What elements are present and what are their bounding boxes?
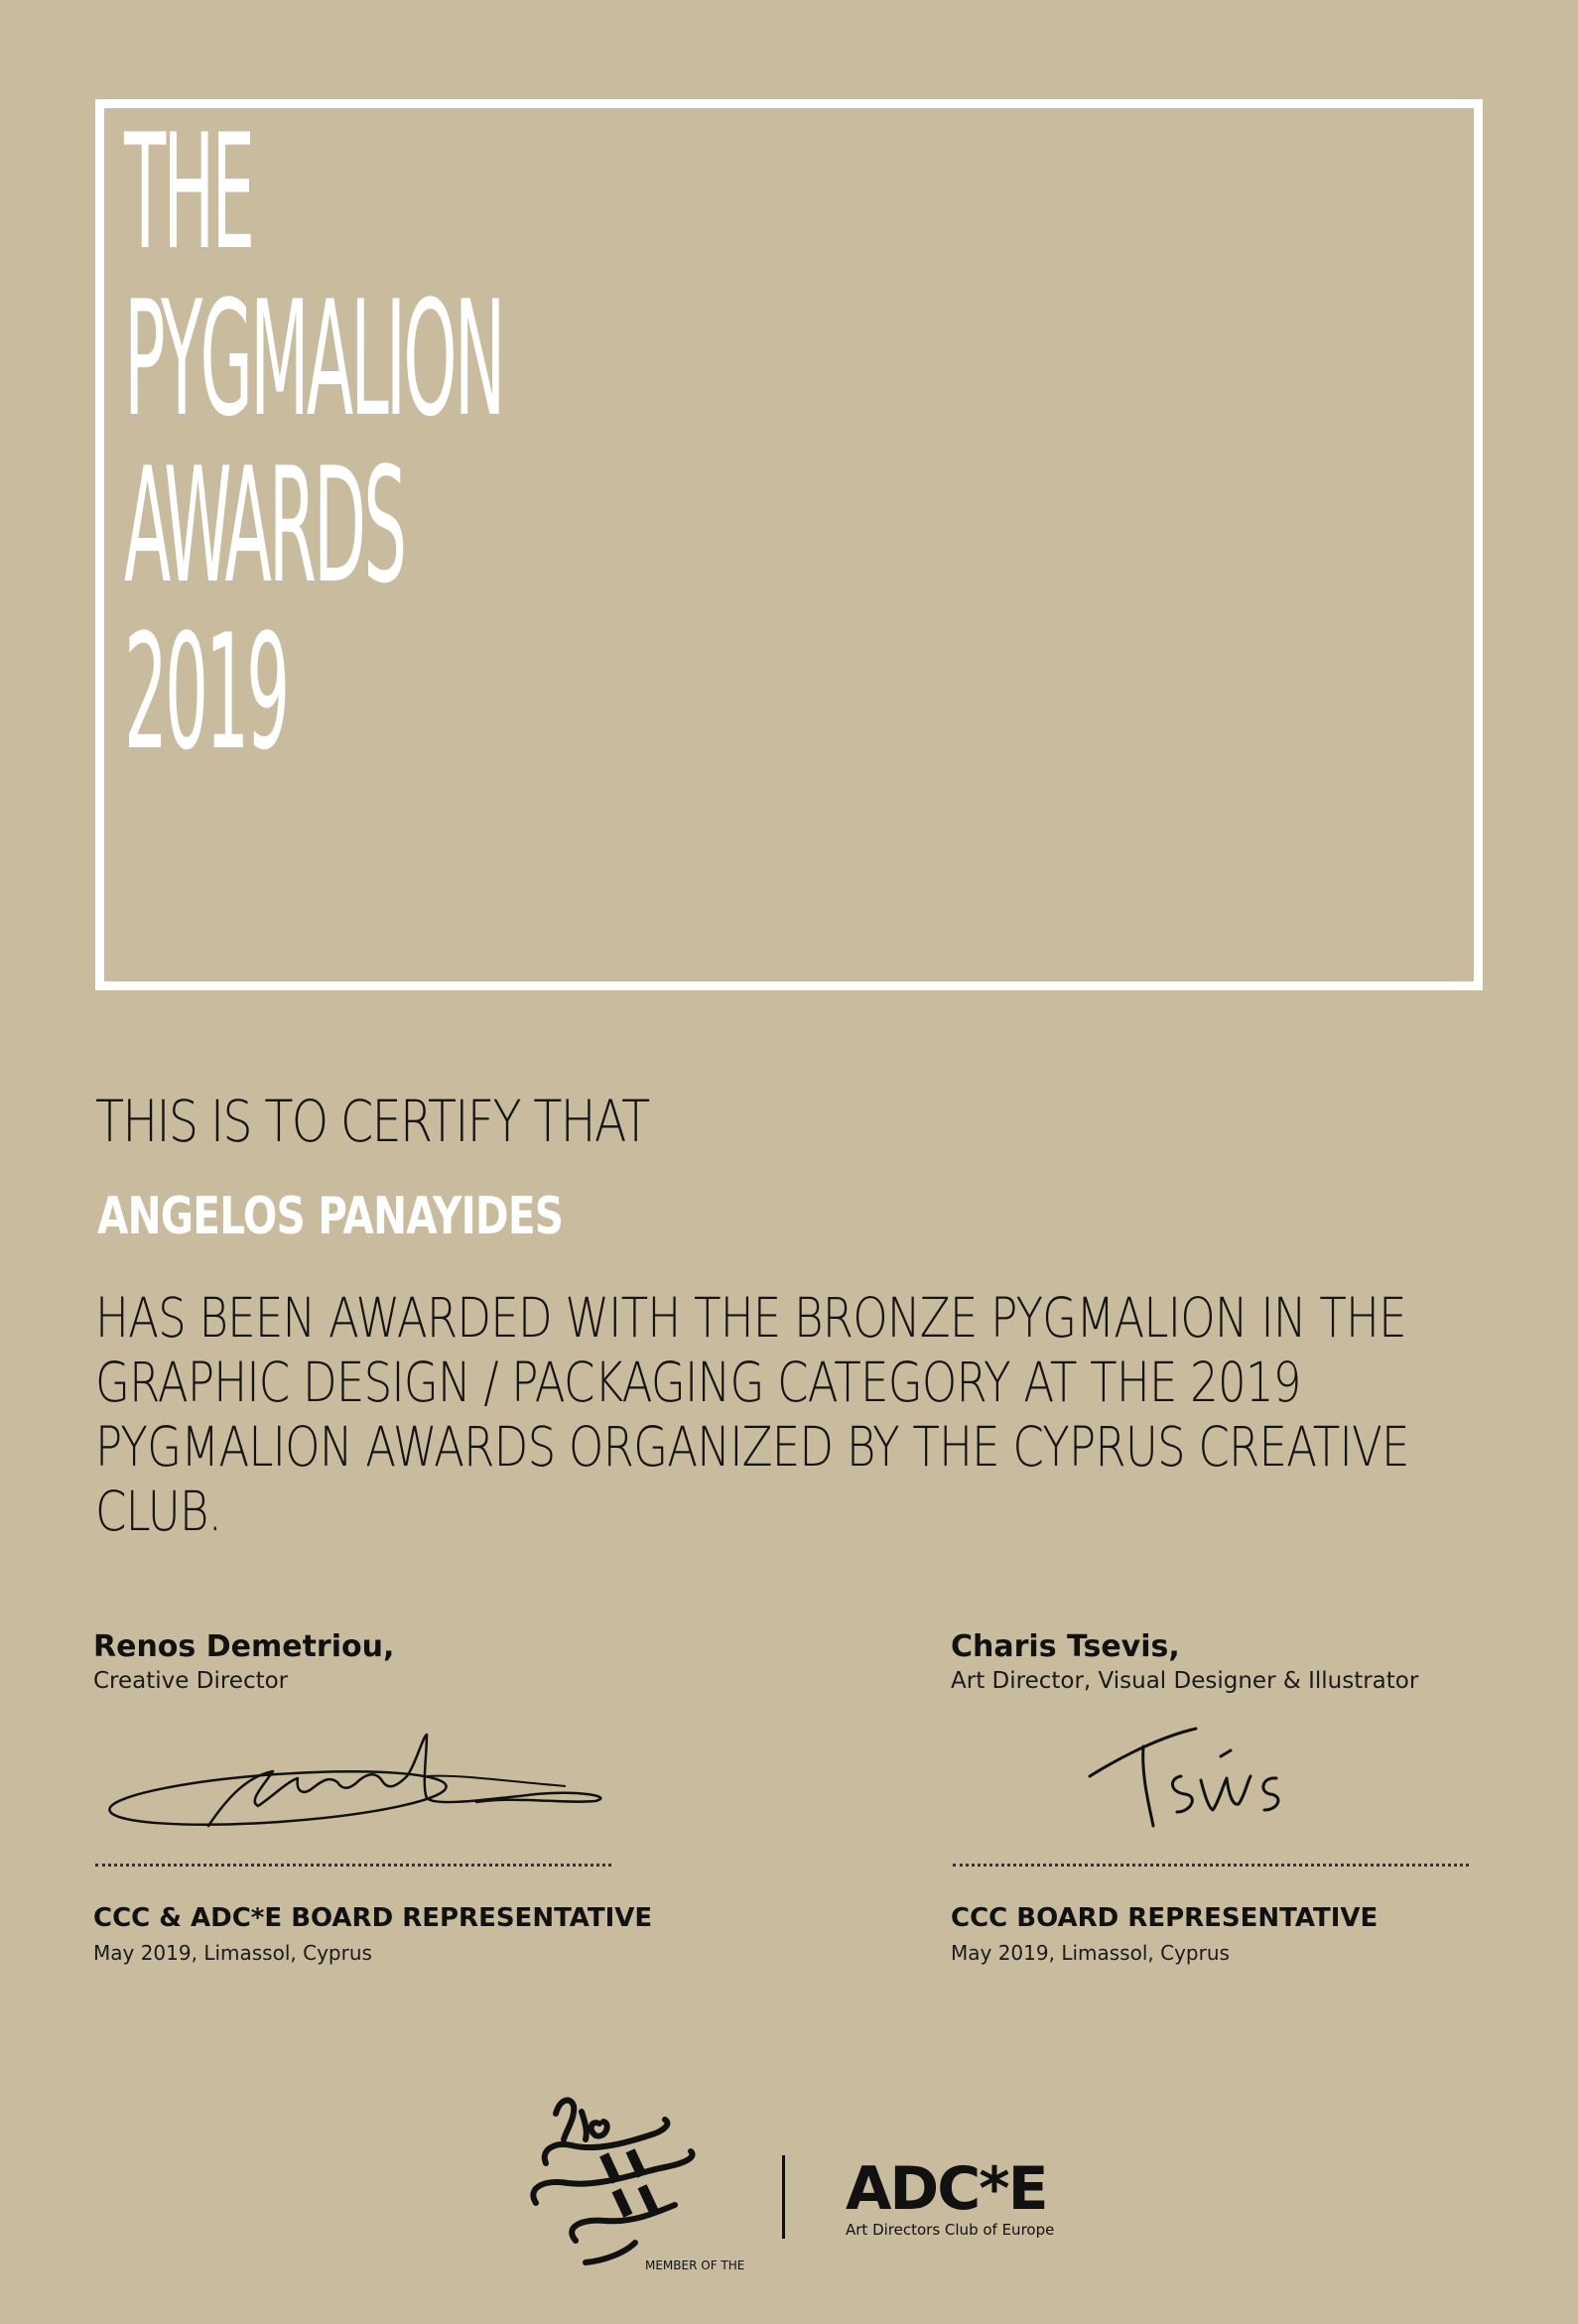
title-line-2: PYGMALION [124,266,503,452]
signature-line-left [95,1864,611,1867]
board-right-date: May 2019, Limassol, Cyprus [951,1941,1230,1965]
title-line-3: AWARDS [124,433,405,618]
board-right-title: CCC BOARD REPRESENTATIVE [951,1903,1379,1933]
award-title [124,99,819,785]
signatory-right-role: Art Director, Visual Designer & Illustrator [951,1668,1419,1694]
recipient-name: ANGELOS PANAYIDES [97,1187,564,1246]
member-of-label: MEMBER OF THE [645,2259,745,2272]
signatory-left-role: Creative Director [93,1668,289,1694]
cyprus-creative-club-logo [516,2084,754,2282]
signature-left-image [99,1717,635,1856]
board-right [951,1903,1378,1965]
certify-intro: THIS IS TO CERTIFY THAT [95,1088,649,1155]
adce-name: Art Directors Club of Europe [846,2221,1055,2239]
award-line-1: HAS BEEN AWARDED WITH THE BRONZE PYGMALION IN THE [95,1286,1406,1350]
award-description [95,1286,1479,1544]
award-line-3: PYGMALION AWARDS ORGANIZED BY THE CYPRUS CREATIVE [95,1415,1409,1479]
adce-logo [846,2154,1055,2239]
board-left [93,1903,652,1965]
logo-divider [782,2155,785,2239]
board-left-date: May 2019, Limassol, Cyprus [93,1941,372,1965]
adce-mark: ADC*E [846,2154,1047,2224]
title-line-4: 2019 [124,599,288,785]
signature-right-image [1082,1717,1310,1846]
title-line-1: THE [124,99,253,285]
signatory-right-name: Charis Tsevis, [951,1629,1180,1664]
signatory-left-name: Renos Demetriou, [93,1629,395,1664]
award-line-4: CLUB. [95,1480,222,1543]
board-left-title: CCC & ADC*E BOARD REPRESENTATIVE [93,1903,653,1933]
award-line-2: GRAPHIC DESIGN / PACKAGING CATEGORY AT THE 2019 [95,1351,1301,1414]
footer-logos [516,2084,1072,2282]
signature-line-right [953,1864,1469,1867]
signatory-left [93,1629,394,1694]
signatory-right [951,1629,1418,1694]
